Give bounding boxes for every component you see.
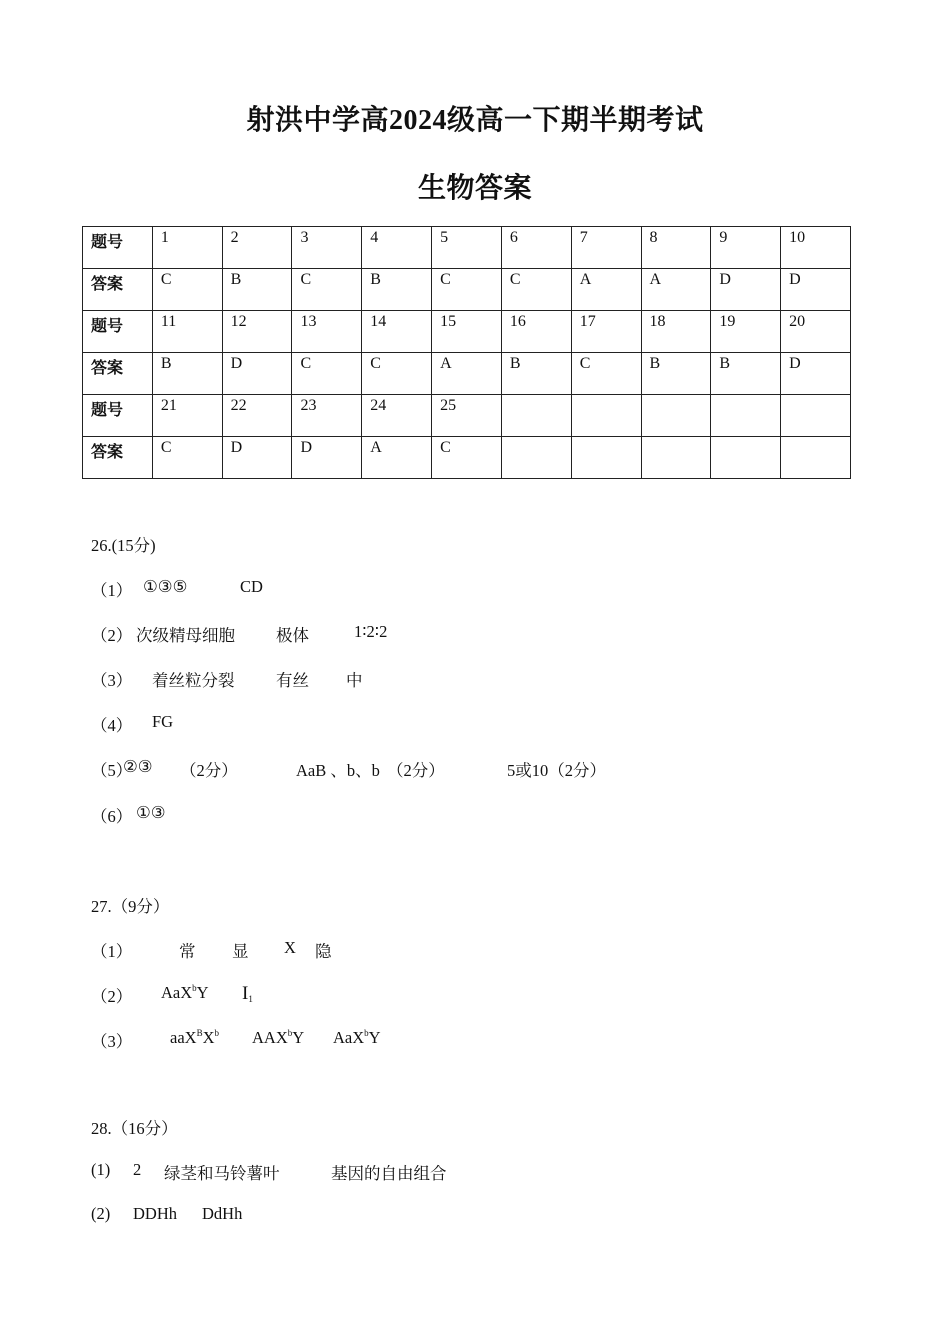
answer-text: 中 <box>346 671 363 690</box>
part-number: （2） <box>91 987 133 1006</box>
table-cell: 3 <box>292 227 362 269</box>
table-cell: 21 <box>152 395 222 437</box>
answer-text: 显 <box>232 942 249 961</box>
part-number: （3） <box>91 671 133 690</box>
answer-text: ①③ <box>136 803 166 822</box>
part-number: (2) <box>91 1204 111 1223</box>
answer-text: 极体 <box>276 626 309 645</box>
answer-text: DdHh <box>202 1204 243 1223</box>
table-cell <box>711 395 781 437</box>
answer-text: CD <box>240 577 263 596</box>
row-label: 答案 <box>83 269 153 311</box>
table-cell: 11 <box>152 311 222 353</box>
table-cell: D <box>781 353 851 395</box>
table-cell <box>501 437 571 479</box>
genotype: AaX$^b$Y <box>161 983 209 1002</box>
table-cell: 23 <box>292 395 362 437</box>
answer-text: 隐 <box>315 942 332 961</box>
answer-text: 有丝 <box>276 671 309 690</box>
table-cell: 7 <box>571 227 641 269</box>
table-cell: 13 <box>292 311 362 353</box>
table-cell: 25 <box>432 395 502 437</box>
table-cell: B <box>711 353 781 395</box>
table-cell <box>571 437 641 479</box>
part-number: （6） <box>91 807 133 826</box>
answer-text: X <box>284 938 296 957</box>
table-row <box>83 395 851 437</box>
table-cell: 18 <box>641 311 711 353</box>
score-note: （2分） <box>387 761 445 780</box>
q27-heading: 27.（9分） <box>91 897 170 916</box>
table-cell <box>641 395 711 437</box>
table-cell: C <box>152 437 222 479</box>
table-cell: 9 <box>711 227 781 269</box>
table-cell: 10 <box>781 227 851 269</box>
answer-text: AaB 、b、b <box>296 761 380 780</box>
part-number: （3） <box>91 1032 133 1051</box>
table-cell: B <box>501 353 571 395</box>
answer-text: ①③⑤ <box>143 577 188 596</box>
answer-text: 基因的自由组合 <box>331 1164 447 1183</box>
row-label: 题号 <box>83 395 153 437</box>
table-cell <box>711 437 781 479</box>
table-cell: A <box>432 353 502 395</box>
table-cell: 12 <box>222 311 292 353</box>
answer-text: FG <box>152 712 174 731</box>
row-label: 题号 <box>83 227 153 269</box>
table-cell: C <box>362 353 432 395</box>
table-cell: B <box>641 353 711 395</box>
answer-text: 次级精母细胞 <box>136 626 235 645</box>
table-cell: A <box>641 269 711 311</box>
table-cell: C <box>292 353 362 395</box>
table-cell: C <box>501 269 571 311</box>
table-cell: 15 <box>432 311 502 353</box>
table-cell: 22 <box>222 395 292 437</box>
table-cell: D <box>781 269 851 311</box>
answer-text: 1∶2∶2 <box>354 622 388 641</box>
table-cell: B <box>362 269 432 311</box>
part-number: （2） <box>91 626 133 645</box>
answer-text: 常 <box>179 942 196 961</box>
table-cell: A <box>362 437 432 479</box>
part-number: （1） <box>91 942 133 961</box>
table-cell: C <box>152 269 222 311</box>
table-cell <box>641 437 711 479</box>
q26-heading: 26.(15分) <box>91 536 156 555</box>
part-number: (1) <box>91 1160 111 1179</box>
table-cell: B <box>152 353 222 395</box>
table-cell: 19 <box>711 311 781 353</box>
score-note: （2分） <box>180 761 238 780</box>
answer-text: ②③ <box>123 757 153 776</box>
part-number: （1） <box>91 581 133 600</box>
genotype: $aaX^BX^b$ <box>170 1028 220 1047</box>
part-number: （4） <box>91 716 133 735</box>
table-cell <box>781 395 851 437</box>
genotype: AAX$^b$Y <box>252 1028 305 1047</box>
row-label: 答案 <box>83 437 153 479</box>
table-row <box>83 311 851 353</box>
table-row <box>83 437 851 479</box>
answer-table <box>82 226 851 479</box>
table-cell: D <box>222 353 292 395</box>
table-cell: 1 <box>152 227 222 269</box>
table-cell: 2 <box>222 227 292 269</box>
table-cell: C <box>432 269 502 311</box>
table-cell: 16 <box>501 311 571 353</box>
table-cell: 24 <box>362 395 432 437</box>
answer-text: 2 <box>133 1160 142 1179</box>
table-cell: C <box>571 353 641 395</box>
individual-label: $I_1$ <box>242 983 253 1004</box>
table-cell: A <box>571 269 641 311</box>
q28-heading: 28.（16分） <box>91 1119 178 1138</box>
answer-text: 着丝粒分裂 <box>152 671 235 690</box>
table-cell: B <box>222 269 292 311</box>
part-number: （5） <box>91 761 133 780</box>
table-row <box>83 227 851 269</box>
answer-text: 5或10（2分） <box>507 761 606 780</box>
table-cell: D <box>222 437 292 479</box>
table-cell: 20 <box>781 311 851 353</box>
table-cell: 17 <box>571 311 641 353</box>
table-cell: D <box>292 437 362 479</box>
table-cell: 4 <box>362 227 432 269</box>
answer-text: DDHh <box>133 1204 177 1223</box>
table-cell: 14 <box>362 311 432 353</box>
answer-text: 绿茎和马铃薯叶 <box>164 1164 280 1183</box>
document-title: 射洪中学高2024级高一下期半期考试 <box>246 105 704 136</box>
table-cell: C <box>292 269 362 311</box>
row-label: 答案 <box>83 353 153 395</box>
table-cell <box>781 437 851 479</box>
table-cell: 6 <box>501 227 571 269</box>
row-label: 题号 <box>83 311 153 353</box>
table-row <box>83 353 851 395</box>
genotype: AaX$^b$Y <box>333 1028 381 1047</box>
table-cell: D <box>711 269 781 311</box>
document-subtitle: 生物答案 <box>417 173 532 204</box>
table-row <box>83 269 851 311</box>
table-cell <box>501 395 571 437</box>
table-cell: 5 <box>432 227 502 269</box>
table-cell <box>571 395 641 437</box>
table-cell: C <box>432 437 502 479</box>
table-cell: 8 <box>641 227 711 269</box>
